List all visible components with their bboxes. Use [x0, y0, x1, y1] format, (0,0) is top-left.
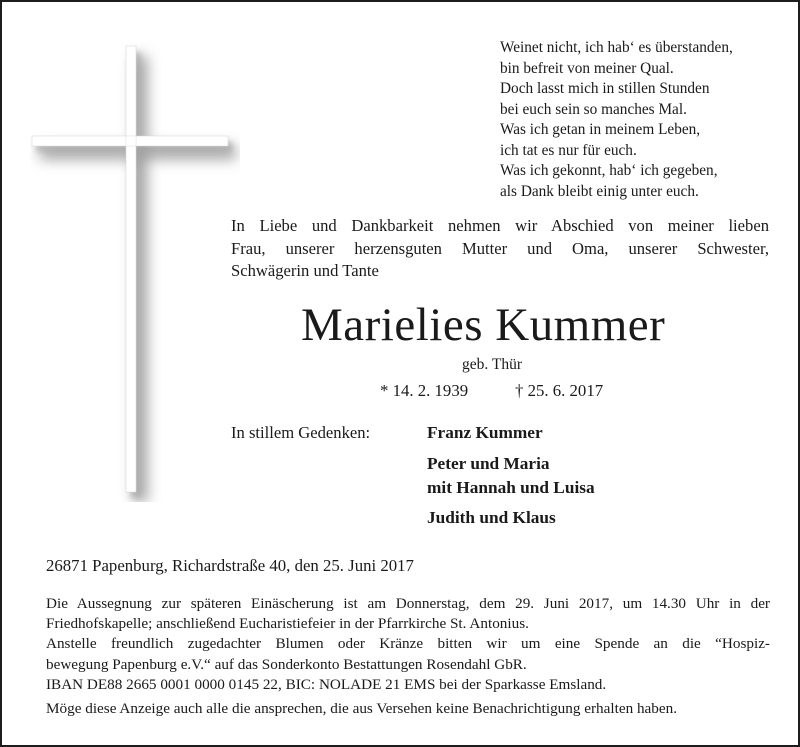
cross-icon	[30, 42, 240, 502]
deceased-name: Marielies Kummer	[301, 299, 666, 351]
intro-text	[231, 215, 769, 283]
poem	[500, 38, 733, 202]
poem-line: Was ich gekonnt, hab‘ ich gegeben,	[500, 162, 718, 179]
poem-line: ich tat es nur für euch.	[500, 141, 637, 159]
mourner-name: mit Hannah und Luisa	[427, 478, 595, 497]
info-line: bewegung Papenburg e.V.“ auf das Sonderkonto Bestattungen Rosendahl GbR.	[46, 655, 527, 673]
intro-line: Frau, unserer herzensguten Mutter und Oma, unserer Schwester,	[231, 238, 769, 258]
poem-line: als Dank bleibt einig unter euch.	[500, 182, 699, 200]
poem-line: Was ich getan in meinem Leben,	[500, 121, 701, 138]
mourners-list	[427, 421, 595, 530]
info-line: Anstelle freundlich zugedachter Blumen oder Kränze bitten wir um eine Spende an die “Hospiz-	[46, 635, 770, 653]
intro-line: In Liebe und Dankbarkeit nehmen wir Abschied von meiner lieben	[231, 216, 769, 235]
funeral-info	[46, 594, 770, 719]
info-line: Möge diese Anzeige auch alle die ansprechen, die aus Versehen keine Benachrichtigung erhalten haben.	[46, 700, 678, 718]
info-line: Die Aussegnung zur späteren Einäscherung ist am Donnerstag, dem 29. Juni 2017, um 14.30 Uhr in der	[46, 595, 770, 612]
info-line: Friedhofskapelle; anschließend Eucharistiefeier in der Pfarrkirche St. Antonius.	[46, 615, 529, 633]
intro-line: Schwägerin und Tante	[231, 261, 379, 280]
mourner-name: Franz Kummer	[427, 423, 543, 442]
poem-line: Doch lasst mich in stillen Stunden	[500, 80, 710, 97]
mourning-label: In stillem Gedenken:	[231, 423, 371, 442]
birth-date: * 14. 2. 1939	[380, 381, 469, 400]
poem-line: Weinet nicht, ich hab‘ es überstanden,	[500, 39, 733, 56]
poem-line: bei euch sein so manches Mal.	[500, 100, 687, 118]
mourner-name: Peter und Maria	[427, 454, 550, 473]
mourner-name: Judith und Klaus	[427, 508, 556, 527]
place-and-date: 26871 Papenburg, Richardstraße 40, den 25. Juni 2017	[46, 556, 414, 575]
info-line: IBAN DE88 2665 0001 0000 0145 22, BIC: NOLADE 21 EMS bei der Sparkasse Emsland.	[46, 675, 607, 693]
death-date: † 25. 6. 2017	[515, 381, 604, 400]
maiden-name: geb. Thür	[462, 356, 522, 373]
poem-line: bin befreit von meiner Qual.	[500, 59, 674, 77]
